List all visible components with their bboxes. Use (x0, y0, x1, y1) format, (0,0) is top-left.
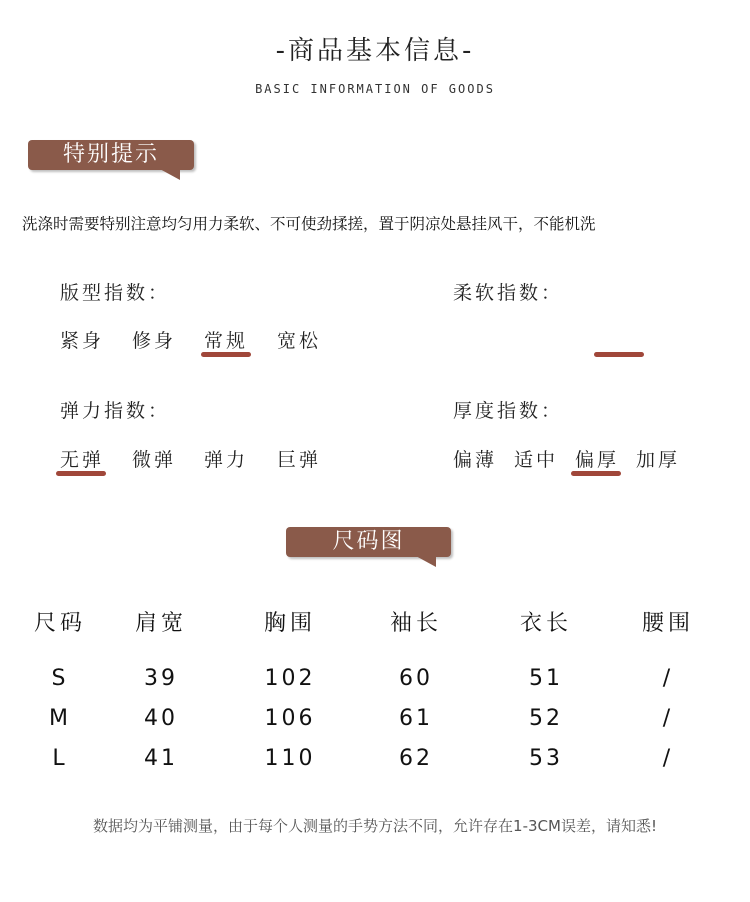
size-table-cell: 51 (529, 666, 563, 691)
elasticity-index-label: 弹力指数： (60, 400, 171, 422)
size-table-cell: / (662, 746, 674, 771)
size-chart-tag-tail (414, 555, 436, 567)
fit-selected-underline (201, 352, 251, 357)
elasticity-option-stretch: 弹力 (204, 449, 249, 471)
size-table-cell: 106 (264, 706, 316, 731)
notice-tag-label: 特别提示 (62, 142, 159, 167)
softness-index-label: 柔软指数： (453, 282, 564, 304)
thickness-option-medium: 适中 (514, 449, 559, 471)
fit-option-tight: 紧身 (60, 330, 105, 352)
elasticity-option-slight: 微弹 (132, 449, 177, 471)
size-table-header-size: 尺码 (33, 611, 86, 636)
size-table-cell: 61 (399, 706, 433, 731)
size-table-cell: 102 (264, 666, 316, 691)
notice-text: 洗涤时需要特别注意均匀用力柔软、不可使劲揉搓，置于阴凉处悬挂风干，不能机洗 (22, 215, 596, 233)
fit-index-label: 版型指数： (60, 282, 171, 304)
size-table-cell: 39 (144, 666, 178, 691)
size-table-header-chest: 胸围 (263, 611, 316, 636)
page-title: -商品基本信息- (275, 36, 475, 66)
size-table-cell: S (51, 666, 69, 691)
size-table-cell: 52 (529, 706, 563, 731)
size-table-cell: 53 (529, 746, 563, 771)
notice-tag-tail (158, 168, 180, 180)
fit-option-loose: 宽松 (277, 330, 322, 352)
size-table-cell: / (662, 706, 674, 731)
notice-tag (28, 140, 194, 170)
page-subtitle: BASIC INFORMATION OF GOODS (255, 82, 495, 96)
size-table-cell: 62 (399, 746, 433, 771)
size-table-header-shoulder: 肩宽 (134, 611, 187, 636)
thickness-selected-underline (571, 471, 621, 476)
thickness-option-thin: 偏薄 (453, 449, 498, 471)
size-table-header-sleeve: 袖长 (389, 611, 442, 636)
size-table-cell: 60 (399, 666, 433, 691)
size-chart-tag-label: 尺码图 (332, 529, 405, 554)
thickness-option-extra-thick: 加厚 (636, 449, 681, 471)
size-table-cell: M (49, 706, 71, 731)
size-table-cell: 110 (264, 746, 316, 771)
softness-selected-underline (594, 352, 644, 357)
size-table-header-waist: 腰围 (641, 611, 694, 636)
thickness-index-label: 厚度指数： (453, 400, 564, 422)
elasticity-option-none: 无弹 (60, 449, 105, 471)
thickness-option-thick: 偏厚 (575, 449, 620, 471)
fit-option-regular: 常规 (204, 330, 249, 352)
fit-option-slim: 修身 (132, 330, 177, 352)
measurement-note: 数据均为平铺测量，由于每个人测量的手势方法不同，允许存在1-3CM误差，请知悉! (93, 817, 657, 835)
size-chart-tag (286, 527, 451, 557)
size-table-cell: L (52, 746, 68, 771)
size-table-header-length: 衣长 (519, 611, 572, 636)
elasticity-option-high: 巨弹 (277, 449, 322, 471)
elasticity-selected-underline (56, 471, 106, 476)
size-table-cell: 41 (144, 746, 178, 771)
size-table-cell: / (662, 666, 674, 691)
size-table-cell: 40 (144, 706, 178, 731)
